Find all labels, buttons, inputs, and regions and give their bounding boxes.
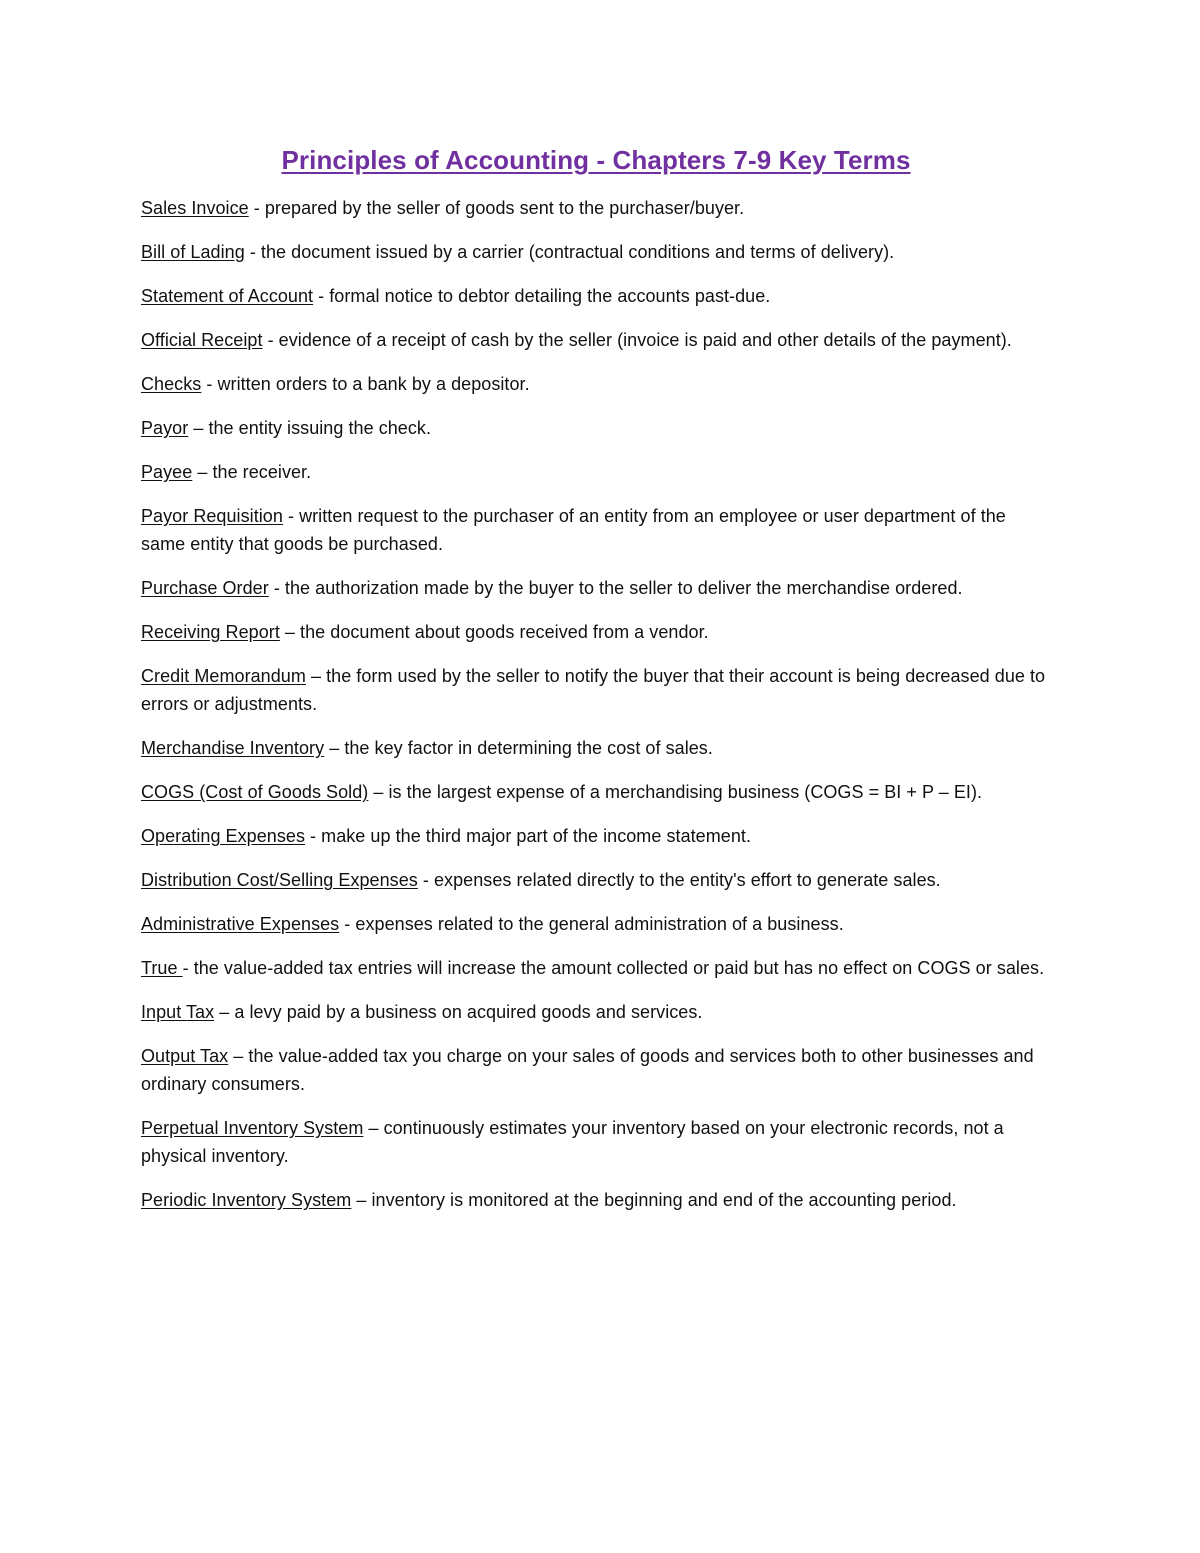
key-term-definition: - the value-added tax entries will increase the amount collected or paid but has no effect on COGS or sales.	[182, 958, 1045, 978]
key-term-entry	[141, 326, 1051, 354]
key-term-definition: - prepared by the seller of goods sent to the purchaser/buyer.	[248, 198, 745, 218]
key-term-definition: - formal notice to debtor detailing the accounts past-due.	[313, 286, 771, 306]
key-term-entry	[141, 822, 1051, 850]
key-term-name: Purchase Order	[141, 578, 269, 598]
key-term-entry	[141, 954, 1051, 982]
key-term-entry	[141, 238, 1051, 266]
key-term-name: Official Receipt	[141, 330, 263, 350]
key-term-definition: - written request to the purchaser of an entity from an employee or user department of the same entity that goods be purchased.	[141, 506, 1006, 554]
key-term-name: Checks	[141, 374, 202, 394]
key-term-name: COGS (Cost of Goods Sold)	[141, 782, 369, 802]
key-terms-list	[141, 194, 1051, 1214]
key-term-name: Credit Memorandum	[141, 666, 306, 686]
key-term-name: Merchandise Inventory	[141, 738, 325, 758]
key-term-name: Administrative Expenses	[141, 914, 340, 934]
key-term-entry	[141, 370, 1051, 398]
key-term-definition: - make up the third major part of the income statement.	[305, 826, 752, 846]
key-term-name: Sales Invoice	[141, 198, 249, 218]
key-term-entry	[141, 282, 1051, 310]
key-term-entry	[141, 414, 1051, 442]
key-term-name: Bill of Lading	[141, 242, 245, 262]
key-term-definition: – the document about goods received from a vendor.	[279, 622, 709, 642]
key-term-definition: – is the largest expense of a merchandising business (COGS = BI + P – EI).	[368, 782, 983, 802]
key-term-entry	[141, 502, 1051, 558]
key-term-definition: – the form used by the seller to notify the buyer that their account is being decreased due to errors or adjustments.	[141, 666, 1046, 714]
key-term-definition: - the document issued by a carrier (contractual conditions and terms of delivery).	[244, 242, 895, 262]
key-term-definition: - expenses related directly to the entity's effort to generate sales.	[417, 870, 941, 890]
key-term-definition: - written orders to a bank by a depositor.	[201, 374, 530, 394]
key-term-entry	[141, 458, 1051, 486]
key-term-entry	[141, 866, 1051, 894]
key-term-entry	[141, 778, 1051, 806]
key-term-name: Perpetual Inventory System	[141, 1118, 364, 1138]
document-title: Principles of Accounting - Chapters 7-9 Key Terms	[281, 145, 911, 175]
key-term-name: Receiving Report	[141, 622, 280, 642]
key-term-definition: – the value-added tax you charge on your sales of goods and services both to other businesses and ordinary consumers.	[141, 1046, 1034, 1094]
key-term-entry	[141, 734, 1051, 762]
key-term-entry	[141, 662, 1051, 718]
key-term-name: Operating Expenses	[141, 826, 305, 846]
key-term-name: Payee	[141, 462, 193, 482]
key-term-definition: – inventory is monitored at the beginning and end of the accounting period.	[351, 1190, 957, 1210]
key-term-definition: – the entity issuing the check.	[188, 418, 432, 438]
key-term-entry	[141, 194, 1051, 222]
key-term-entry	[141, 1042, 1051, 1098]
key-term-definition: - expenses related to the general administration of a business.	[339, 914, 844, 934]
key-term-definition: – continuously estimates your inventory based on your electronic records, not a physical inventory.	[141, 1118, 1004, 1166]
key-term-entry	[141, 574, 1051, 602]
key-term-entry	[141, 1186, 1051, 1214]
key-term-entry	[141, 910, 1051, 938]
key-term-name: Input Tax	[141, 1002, 215, 1022]
key-term-entry	[141, 618, 1051, 646]
key-term-definition: – the receiver.	[192, 462, 312, 482]
key-term-name: Payor Requisition	[141, 506, 283, 526]
key-term-definition: – the key factor in determining the cost of sales.	[324, 738, 713, 758]
key-term-definition: - the authorization made by the buyer to the seller to deliver the merchandise ordered.	[268, 578, 963, 598]
key-term-definition: - evidence of a receipt of cash by the seller (invoice is paid and other details of the payment).	[262, 330, 1012, 350]
key-term-name: Statement of Account	[141, 286, 314, 306]
key-term-name: True	[141, 958, 183, 978]
key-term-name: Periodic Inventory System	[141, 1190, 352, 1210]
key-term-name: Distribution Cost/Selling Expenses	[141, 870, 418, 890]
key-term-name: Output Tax	[141, 1046, 229, 1066]
document-page	[141, 145, 1051, 1230]
key-term-entry	[141, 998, 1051, 1026]
key-term-definition: – a levy paid by a business on acquired goods and services.	[214, 1002, 703, 1022]
key-term-name: Payor	[141, 418, 189, 438]
key-term-entry	[141, 1114, 1051, 1170]
